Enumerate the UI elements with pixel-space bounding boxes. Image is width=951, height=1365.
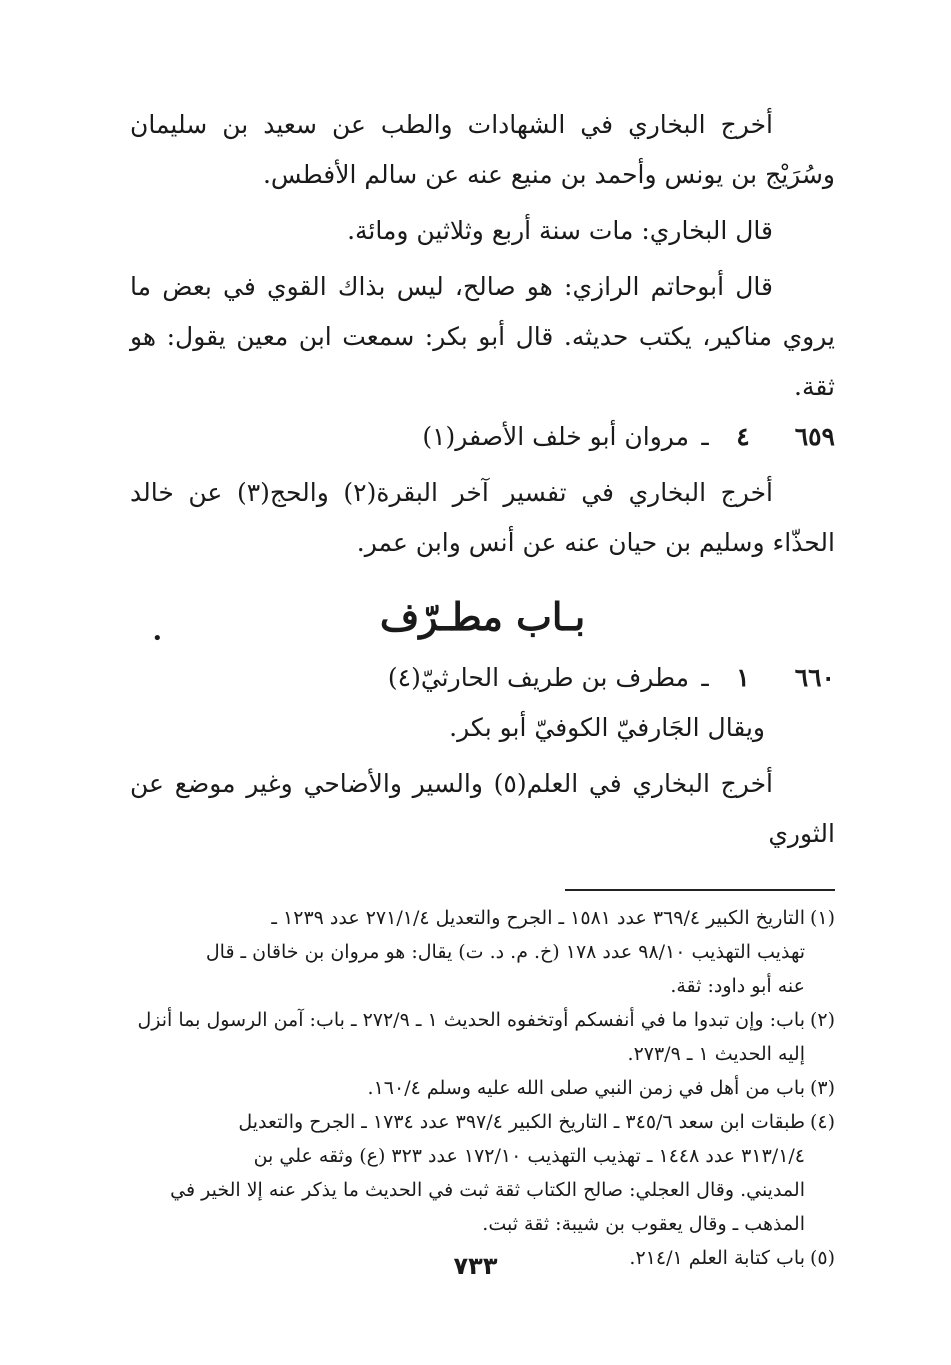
entry-dash: ـ bbox=[701, 663, 709, 692]
entry-name: مروان أبو خلف الأصفر(١) bbox=[422, 422, 689, 451]
footnote-separator bbox=[565, 889, 835, 891]
entry-number: ٦٥٩ bbox=[794, 422, 835, 451]
ink-speck: • bbox=[152, 628, 163, 649]
paragraph-4: أخرج البخاري في تفسير آخر البقرة(٢) والحج(٣) عن خالد الحذّاء وسليم بن حيان عنه عن أنس وابن عمر. bbox=[130, 478, 835, 557]
entry-660-line2: ويقال الجَارفيّ الكوفيّ أبو بكر. bbox=[449, 713, 765, 742]
paragraph-5: أخرج البخاري في العلم(٥) والسير والأضاحي وغير موضع عن الثوري bbox=[130, 769, 835, 848]
entry-name: مطرف بن طريف الحارثيّ(٤) bbox=[387, 663, 689, 692]
footnote-1-cont: عنه أبو داود: ثقة. bbox=[670, 975, 805, 997]
paragraph-2: قال البخاري: مات سنة أربع وثلاثين ومائة. bbox=[347, 216, 773, 245]
page-body bbox=[130, 100, 835, 1275]
footnote-2-cont: إليه الحديث ١ ـ ٢٧٣/٩. bbox=[627, 1043, 805, 1065]
paragraph-1: أخرج البخاري في الشهادات والطب عن سعيد بن سليمان وسُرَيْج بن يونس وأحمد بن منيع عنه عن سالم الأفطس. bbox=[130, 110, 835, 189]
entry-dash: ـ bbox=[701, 422, 709, 451]
entry-index: ١ bbox=[736, 663, 750, 692]
page-number: ٧٣٣ bbox=[453, 1252, 498, 1280]
footnote-4: (٤)طبقات ابن سعد ٣٤٥/٦ ـ التاريخ الكبير ٣٩٧/٤ عدد ١٧٣٤ ـ الجرح والتعديل bbox=[238, 1111, 835, 1133]
footnotes bbox=[130, 901, 835, 1275]
footnote-1: (١)التاريخ الكبير ٣٦٩/٤ عدد ١٥٨١ ـ الجرح والتعديل ٢٧١/١/٤ عدد ١٢٣٩ ـ bbox=[271, 907, 835, 929]
footnote-2: (٢)باب: وإن تبدوا ما في أنفسكم أوتخفوه الحديث ١ ـ ٢٧٢/٩ ـ باب: آمن الرسول بما أنزل bbox=[137, 1009, 835, 1031]
entry-number: ٦٦٠ bbox=[794, 663, 835, 692]
footnote-4-cont: المذهب ـ وقال يعقوب بن شيبة: ثقة ثبت. bbox=[482, 1213, 805, 1235]
entry-659 bbox=[130, 412, 835, 462]
footnote-3: (٣)باب من أهل في زمن النبي صلى الله عليه وسلم ١٦٠/٤. bbox=[367, 1077, 835, 1099]
entry-660 bbox=[130, 653, 835, 703]
footnote-5: (٥)باب كتابة العلم ٢١٤/١. bbox=[629, 1247, 835, 1269]
section-heading: بـاب مطـرّف bbox=[379, 594, 586, 639]
footnote-4-cont: ٣١٣/١/٤ عدد ١٤٤٨ ـ تهذيب التهذيب ١٧٢/١٠ عدد ٣٢٣ (ع) وثقه علي بن bbox=[253, 1145, 805, 1167]
footnote-4-cont: المديني. وقال العجلي: صالح الكتاب ثقة ثبت في الحديث ما يذكر عنه إلا الخير في bbox=[170, 1179, 805, 1201]
footnote-1-cont: تهذيب التهذيب ٩٨/١٠ عدد ١٧٨ (خ. م. د. ت) يقال: هو مروان بن خاقان ـ قال bbox=[205, 941, 805, 963]
paragraph-3: قال أبوحاتم الرازي: هو صالح، ليس بذاك القوي في بعض ما يروي مناكير، يكتب حديثه. قال أبو بكر: سمعت ابن معين يقول: هو ثقة. bbox=[130, 272, 835, 401]
entry-index: ٤ bbox=[736, 422, 750, 451]
